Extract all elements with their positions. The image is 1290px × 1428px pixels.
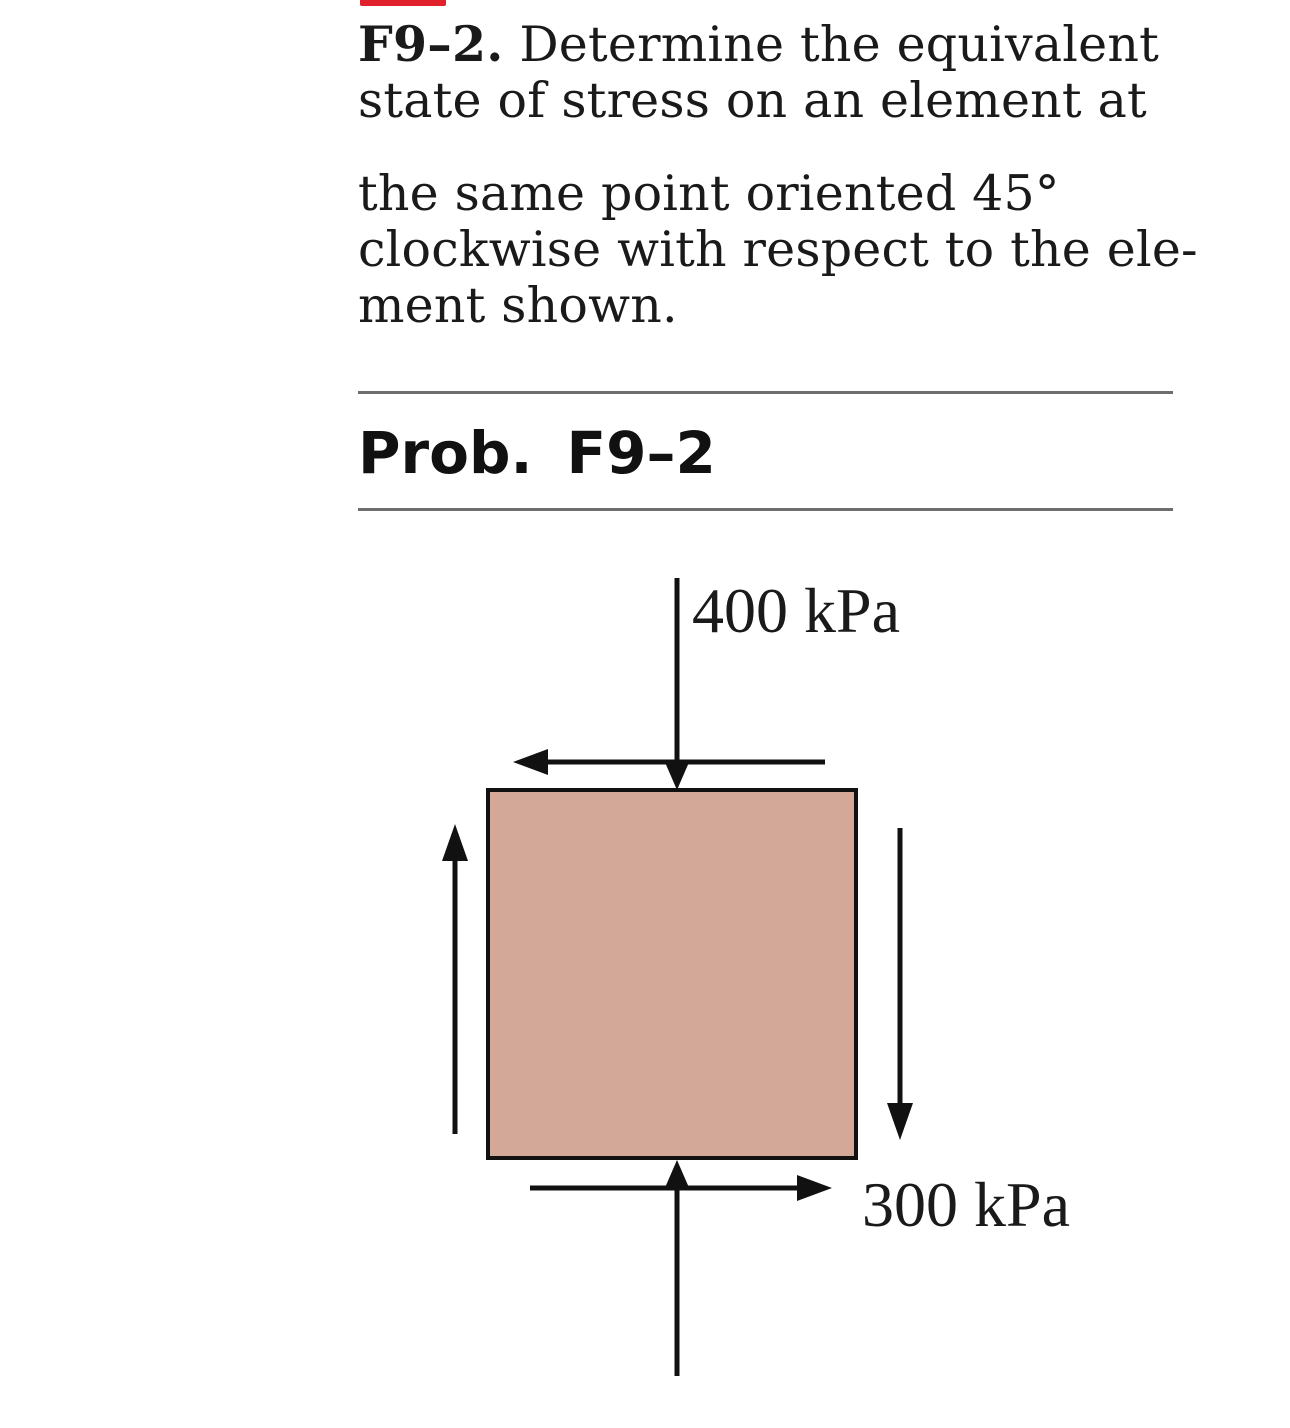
stress-element xyxy=(488,790,856,1158)
normal-stress-arrow-bottom xyxy=(664,1160,690,1376)
problem-line-2: state of stress on an element at xyxy=(358,72,1147,129)
caption-id: F9–2 xyxy=(566,419,716,487)
problem-line-3: the same point oriented 45° xyxy=(358,165,1060,222)
normal-stress-label: 400 kPa xyxy=(692,575,900,646)
caption-prob: Prob. xyxy=(358,419,533,487)
problem-line-4: clockwise with respect to the ele- xyxy=(358,221,1198,278)
problem-line-5: ment shown. xyxy=(358,277,678,334)
normal-stress-arrow-top xyxy=(664,578,690,790)
shear-arrow-right xyxy=(887,828,913,1140)
problem-text-1: Determine the equivalent xyxy=(503,16,1160,73)
shear-stress-label: 300 kPa xyxy=(862,1169,1070,1240)
problem-number: F9–2. xyxy=(358,15,504,73)
shear-arrow-left xyxy=(442,824,468,1134)
